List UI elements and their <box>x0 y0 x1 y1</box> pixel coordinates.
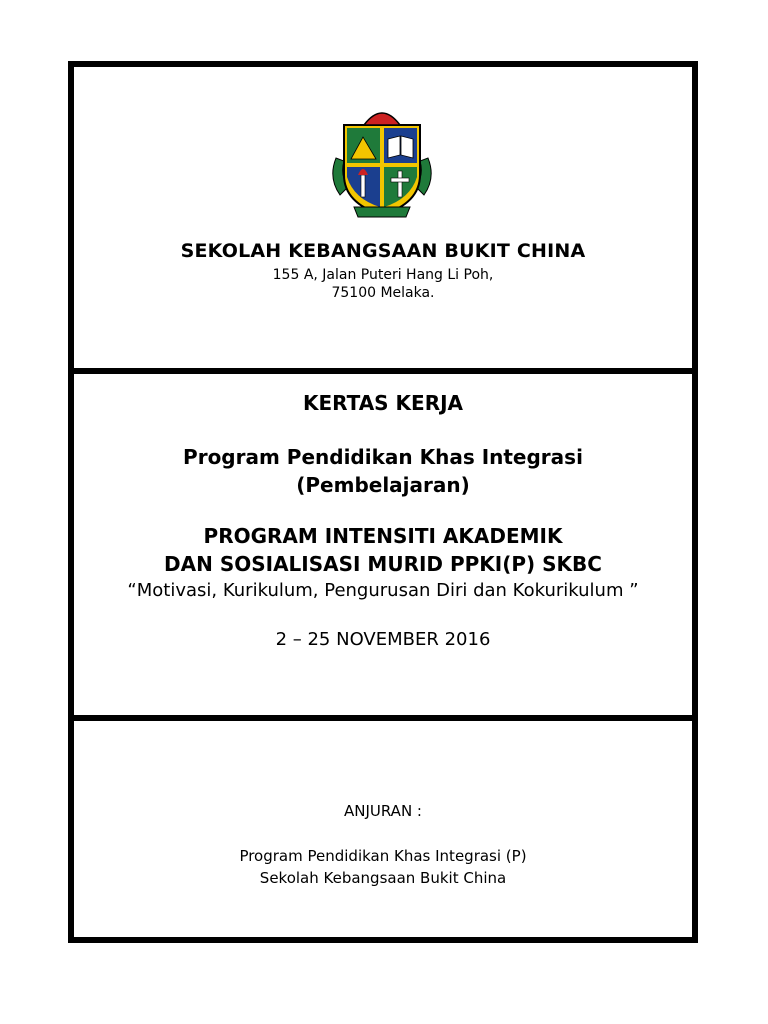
main-title-line2: DAN SOSIALISASI MURID PPKI(P) SKBC <box>164 552 602 576</box>
title-section <box>74 374 692 721</box>
document-type-heading: KERTAS KERJA <box>302 391 464 415</box>
organizer-section <box>74 721 692 937</box>
program-name-line2: (Pembelajaran) <box>296 473 470 497</box>
school-crest-icon <box>330 103 434 221</box>
program-theme: “Motivasi, Kurikulum, Pengurusan Diri dan Kokurikulum ” <box>127 580 639 601</box>
school-address-line1: 155 A, Jalan Puteri Hang Li Poh, <box>272 267 494 283</box>
school-address-line2: 75100 Melaka. <box>331 285 435 301</box>
main-title-line1: PROGRAM INTENSITI AKADEMIK <box>203 524 563 548</box>
school-name: SEKOLAH KEBANGSAAN BUKIT CHINA <box>180 240 586 262</box>
organizer-line2: Sekolah Kebangsaan Bukit China <box>259 869 507 887</box>
program-name-line1: Program Pendidikan Khas Integrasi <box>183 445 583 469</box>
school-header-section <box>74 67 692 374</box>
organizer-line1: Program Pendidikan Khas Integrasi (P) <box>239 847 527 865</box>
organizer-label: ANJURAN : <box>343 802 422 820</box>
cover-frame <box>68 61 698 943</box>
program-date: 2 – 25 NOVEMBER 2016 <box>275 629 491 650</box>
